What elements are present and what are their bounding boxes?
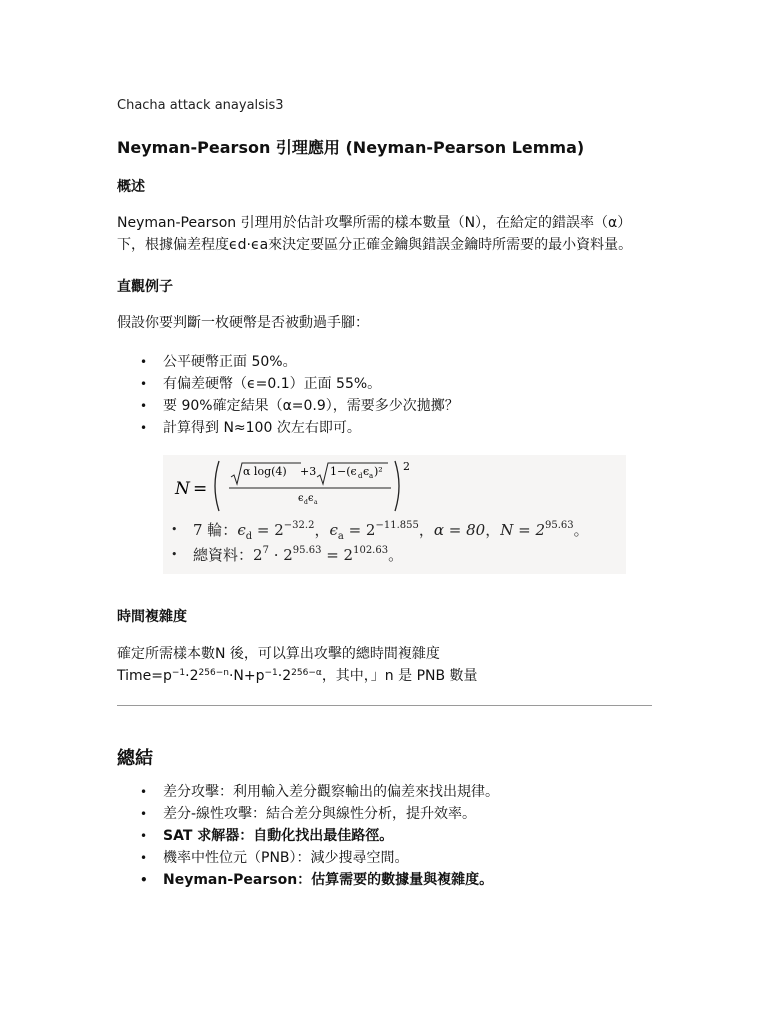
summary-list [117, 781, 499, 891]
example-lead: 假設你要判斷一枚硬幣是否被動過手腳： [117, 315, 369, 331]
horizontal-divider [117, 705, 652, 706]
formula-den-e: ϵ [308, 493, 314, 504]
formula-den: ϵ [298, 493, 304, 504]
section-heading: Neyman-Pearson 引理應用 (Neyman-Pearson Lemma) [117, 138, 585, 157]
formula-num-b: +3 [300, 465, 317, 478]
summary-heading: 總結 [117, 748, 153, 769]
example-list [117, 351, 459, 439]
list-item: • 差分攻擊：利用輸入差分觀察輸出的偏差來找出規律。 [117, 781, 499, 803]
list-item: • 計算得到 N≈100 次左右即可。 [117, 417, 459, 439]
document-title: Chacha attack anayalsis3 [117, 98, 284, 113]
list-item: • 有偏差硬幣（ϵ=0.1）正面 55%。 [117, 373, 459, 395]
list-item-text: SAT 求解器：自動化找出最佳路徑。 [163, 828, 394, 844]
sample-size-formula [173, 457, 613, 515]
formula-num-a: α log(4) [243, 465, 287, 478]
list-item: • 要 90%確定結果（α=0.9），需要多少次拋擲？ [117, 395, 459, 417]
overview-paragraph: Neyman-Pearson 引理用於估計攻擊所需的樣本數量（N），在給定的錯誤率（α）下，根據偏差程度ϵd·ϵa來決定要區分正確金鑰與錯誤金鑰時所需要的最小資料量。 [117, 215, 633, 253]
formula-line-total-data: • 總資料：$2^7 \cdot 2^{95.63} = 2^{102.63}$。 [171, 545, 404, 564]
formula-den-sub-a: a [314, 499, 318, 506]
list-item: • Neyman-Pearson：估算需要的數據量與複雜度。 [117, 869, 499, 891]
formula-num-sub-d: d [358, 472, 363, 480]
formula-line1-prefix: 7 輪： [193, 521, 238, 539]
formula-n: N [175, 479, 190, 499]
list-item: • 差分-線性攻擊：結合差分與線性分析，提升效率。 [117, 803, 499, 825]
formula-num-f: )² [374, 465, 383, 478]
overview-heading: 概述 [117, 179, 145, 195]
complexity-paragraph: 確定所需樣本數N 後，可以算出攻擊的總時間複雜度 $Time=p^{-1}\cdot 2^{256-n}\cdot N+p^{-1}\cdot 2^{256-\alpha}$，其中，」n 是 PNB 數量 [117, 646, 478, 684]
formula-exp: 2 [403, 460, 410, 473]
example-heading: 直觀例子 [117, 279, 173, 295]
formula-num-e: ϵ [363, 465, 370, 478]
formula-image [163, 455, 626, 574]
formula-den-sub-d: d [304, 499, 308, 506]
formula-line-7-rounds: • 7 輪：$\epsilon_d = 2^{-32.2}$，$\epsilon_a = 2^{-11.855}$，α = 80，$N = 2^{95.63}$。 [171, 520, 589, 542]
list-item: • 機率中性位元（PNB）：減少搜尋空間。 [117, 847, 499, 869]
svg-text:=: = [193, 479, 208, 499]
formula-num-c: 1−(ϵ [330, 465, 357, 478]
list-item [117, 825, 499, 847]
formula-num-sub-a: a [369, 472, 374, 480]
complexity-heading: 時間複雜度 [117, 609, 187, 625]
list-item: • 公平硬幣正面 50%。 [117, 351, 459, 373]
